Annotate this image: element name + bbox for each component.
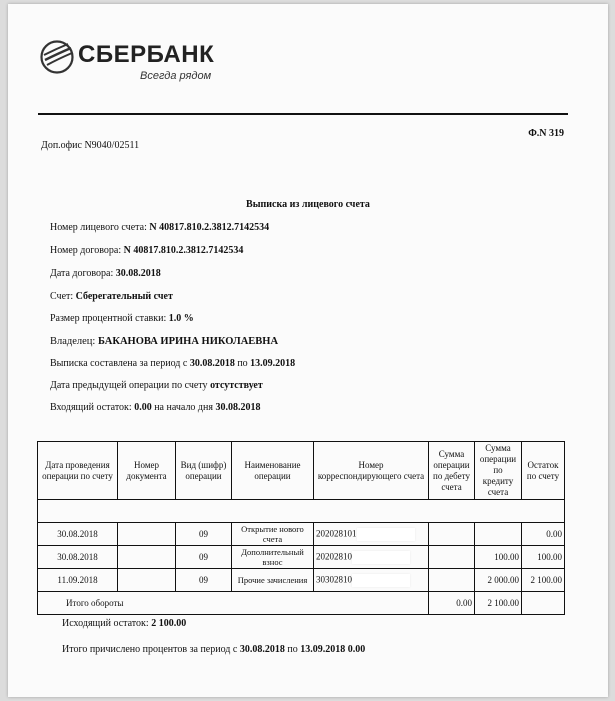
table-row — [38, 569, 565, 592]
cell-corr — [314, 523, 429, 546]
cell-date: 30.08.2018 — [38, 546, 118, 569]
cell-date: 30.08.2018 — [38, 523, 118, 546]
owner-line — [50, 336, 278, 347]
sberbank-logo-icon — [40, 40, 74, 74]
account-number-line — [50, 222, 269, 233]
interest-total-label: Итого причислено процентов за период с — [62, 644, 238, 655]
header-corr-account: Номер корреспондирующего счета — [314, 442, 429, 500]
outgoing-balance-line — [62, 618, 186, 629]
cell-balance: 100.00 — [522, 546, 565, 569]
cell-balance: 0.00 — [522, 523, 565, 546]
form-number: Ф.N 319 — [528, 128, 564, 139]
account-type-label: Счет: — [50, 291, 74, 302]
contract-number-line — [50, 245, 243, 256]
period-label: Выписка составлена за период с — [50, 358, 188, 369]
cell-balance: 2 100.00 — [522, 569, 565, 592]
outgoing-balance-label: Исходящий остаток: — [62, 618, 149, 629]
previous-operation-line — [50, 380, 263, 391]
header-op-name: Наименование операции — [232, 442, 314, 500]
statement-page — [8, 4, 608, 697]
cell-name: Дополнительный взнос — [232, 546, 314, 569]
interest-to: 13.09.2018 — [300, 644, 346, 655]
period-line — [50, 358, 295, 369]
redaction-block — [352, 551, 410, 564]
header-op-code: Вид (шифр) операции — [176, 442, 232, 500]
redaction-block — [352, 574, 410, 587]
interest-to-label: по — [287, 644, 298, 655]
operations-table — [37, 441, 565, 615]
bank-slogan: Всегда рядом — [140, 70, 212, 82]
header-doc-number: Номер документа — [118, 442, 176, 500]
interest-total-line — [62, 644, 365, 655]
corr-account-value: 20202810 — [316, 551, 352, 562]
corr-account-value: 202028101 — [316, 528, 357, 539]
incoming-balance-value: 0.00 — [134, 402, 152, 413]
sberbank-logo — [40, 38, 220, 90]
table-row — [38, 546, 565, 569]
cell-doc — [118, 569, 176, 592]
totals-balance-empty — [522, 592, 565, 615]
cell-credit — [475, 523, 522, 546]
cell-corr — [314, 569, 429, 592]
account-type-line — [50, 291, 173, 302]
header-credit: Сумма операции по кредиту счета — [475, 442, 522, 500]
totals-row — [38, 592, 565, 615]
table-header-row — [38, 442, 565, 500]
header-balance: Остаток по счету — [522, 442, 565, 500]
cell-code: 09 — [176, 569, 232, 592]
incoming-balance-line — [50, 402, 260, 413]
owner-label: Владелец: — [50, 336, 96, 347]
cell-debit — [429, 569, 475, 592]
contract-number-label: Номер договора: — [50, 245, 122, 256]
account-number-label: Номер лицевого счета: — [50, 222, 147, 233]
cell-name: Открытие нового счета — [232, 523, 314, 546]
account-number-value: N 40817.810.2.3812.7142534 — [149, 222, 270, 233]
contract-date-value: 30.08.2018 — [115, 268, 161, 279]
interest-rate-line — [50, 313, 194, 324]
cell-doc — [118, 523, 176, 546]
incoming-balance-mid: на начало дня — [154, 402, 213, 413]
interest-from: 30.08.2018 — [239, 644, 285, 655]
interest-rate-label: Размер процентной ставки: — [50, 313, 167, 324]
totals-credit: 2 100.00 — [475, 592, 522, 615]
outgoing-balance-value: 2 100.00 — [151, 618, 187, 629]
document-title: Выписка из лицевого счета — [246, 199, 370, 210]
cell-debit — [429, 523, 475, 546]
previous-operation-label: Дата предыдущей операции по счету — [50, 380, 208, 391]
cell-name: Прочие зачисления — [232, 569, 314, 592]
cell-credit: 100.00 — [475, 546, 522, 569]
period-to-label: по — [237, 358, 248, 369]
cell-code: 09 — [176, 546, 232, 569]
cell-debit — [429, 546, 475, 569]
redaction-block — [357, 528, 415, 541]
cell-credit: 2 000.00 — [475, 569, 522, 592]
office-number: Доп.офис N9040/02511 — [41, 140, 140, 151]
owner-value: БАКАНОВА ИРИНА НИКОЛАЕВНА — [97, 336, 279, 347]
corr-account-value: 30302810 — [316, 574, 352, 585]
contract-number-value: N 40817.810.2.3812.7142534 — [123, 245, 244, 256]
contract-date-line — [50, 268, 161, 279]
header-divider — [38, 113, 568, 115]
previous-operation-value: отсутствует — [210, 380, 263, 391]
bank-name: СБЕРБАНК — [78, 41, 215, 68]
interest-rate-value: 1.0 % — [168, 313, 194, 324]
period-from: 30.08.2018 — [189, 358, 235, 369]
incoming-balance-label: Входящий остаток: — [50, 402, 132, 413]
table-row — [38, 523, 565, 546]
totals-debit: 0.00 — [429, 592, 475, 615]
cell-code: 09 — [176, 523, 232, 546]
period-to: 13.09.2018 — [250, 358, 296, 369]
header-date: Дата проведения операции по счету — [38, 442, 118, 500]
cell-date: 11.09.2018 — [38, 569, 118, 592]
contract-date-label: Дата договора: — [50, 268, 114, 279]
account-type-value: Сберегательный счет — [75, 291, 173, 302]
cell-doc — [118, 546, 176, 569]
cell-corr — [314, 546, 429, 569]
incoming-balance-date: 30.08.2018 — [215, 402, 261, 413]
interest-total-value: 0.00 — [347, 644, 366, 655]
totals-label: Итого обороты — [38, 592, 429, 615]
table-separator — [38, 500, 565, 523]
header-debit: Сумма операции по дебету счета — [429, 442, 475, 500]
